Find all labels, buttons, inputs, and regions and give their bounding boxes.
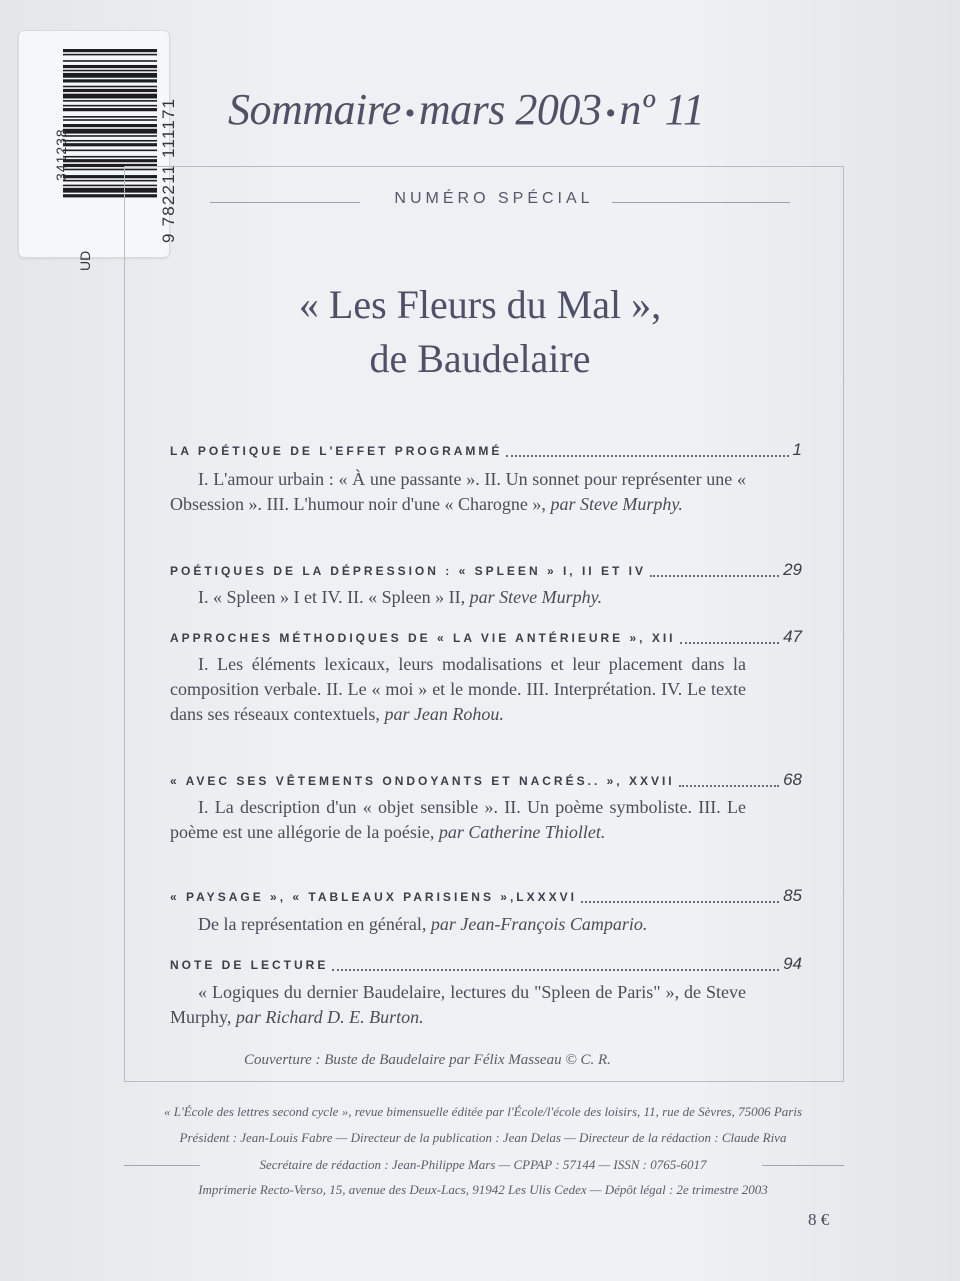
banner-rule-right: [612, 202, 790, 203]
footer-printer-line: Imprimerie Recto-Verso, 15, avenue des Deux-Lacs, 91942 Les Ulis Cedex — Dépôt légal : 2e trimestre 2003: [198, 1182, 768, 1197]
issue-title-line2: de Baudelaire: [369, 336, 591, 381]
toc-author: par Jean-François Campario.: [430, 914, 648, 934]
toc-leader-dots: [332, 959, 779, 971]
toc-author: par Steve Murphy.: [550, 494, 683, 514]
barcode-bar: [63, 54, 157, 56]
toc-entry-page: 94: [783, 954, 802, 973]
toc-entry-title: « AVEC SES VÊTEMENTS ONDOYANTS ET NACRÉS.. », XXVII: [170, 774, 675, 788]
title-issue-number: nº 11: [619, 85, 705, 134]
footer-secretary-line: Secrétaire de rédaction : Jean-Philippe Mars — CPPAP : 57144 — ISSN : 0765-6017: [259, 1157, 707, 1172]
barcode-bar: [63, 150, 157, 152]
title-sommaire: Sommaire: [228, 85, 401, 134]
toc-entry-page: 1: [792, 440, 802, 459]
toc-entry-page: 29: [783, 560, 802, 579]
issue-title: [150, 278, 810, 386]
toc-author: par Richard D. E. Burton.: [235, 1007, 424, 1027]
toc-leader-dots: [506, 445, 788, 457]
barcode-bar: [63, 135, 157, 137]
barcode-bar: [63, 116, 157, 118]
barcode-bar: [63, 100, 157, 102]
barcode-bar: [63, 94, 157, 99]
toc-entry-summary: [170, 585, 746, 610]
toc-leader-dots: [650, 565, 779, 577]
toc-entry-title: « PAYSAGE », « TABLEAUX PARISIENS »,LXXXVI: [170, 890, 577, 904]
barcode-bar: [63, 65, 157, 68]
barcode-code: UD: [77, 250, 93, 271]
barcode-bar: [63, 60, 157, 62]
toc-summary-text: I. « Spleen » I et IV. II. « Spleen » II,: [198, 587, 466, 607]
footer-publisher-line: « L'École des lettres second cycle », revue bimensuelle éditée par l'École/l'école des loisirs, 11, rue de Sèvres, 75006 Paris: [163, 1104, 803, 1119]
toc-summary-text: I. Les éléments lexicaux, leurs modalisations et leur placement dans la composition verbale. II. Le « moi » et le monde. III. Interprétation. IV. Le texte dans ses réseaux contextuels,: [170, 654, 746, 724]
barcode-bar: [63, 129, 157, 134]
barcode-left-number: 341238: [53, 128, 69, 181]
footer-directors-line: Président : Jean-Louis Fabre — Directeur de la publication : Jean Delas — Directeur de la rédaction : Claude Riva: [179, 1130, 787, 1145]
barcode-bar: [63, 119, 157, 121]
toc-summary-text: De la représentation en général,: [198, 914, 427, 934]
toc-entry-title: APPROCHES MÉTHODIQUES DE « LA VIE ANTÉRIEURE », XII: [170, 631, 676, 645]
toc-entry-title: POÉTIQUES DE LA DÉPRESSION : « SPLEEN » I, II ET IV: [170, 564, 646, 578]
barcode-bar: [63, 156, 157, 158]
toc-entry-page: 47: [783, 627, 802, 646]
toc-entry-page: 68: [783, 770, 802, 789]
toc-entry-title: NOTE DE LECTURE: [170, 958, 329, 972]
toc-entry-title: LA POÉTIQUE DE L'EFFET PROGRAMMÉ: [170, 444, 503, 458]
banner-rule-left: [210, 202, 360, 203]
barcode-bar: [63, 143, 157, 146]
toc-entry-summary: [170, 980, 746, 1030]
barcode-bar: [63, 140, 157, 142]
barcode-bar: [63, 70, 157, 72]
toc-entry-page: 85: [783, 886, 802, 905]
title-date: mars 2003: [418, 85, 602, 134]
barcode-bar: [63, 86, 157, 88]
barcode-bar: [63, 105, 157, 107]
title-separator: •: [404, 96, 415, 130]
barcode-bar: [63, 89, 157, 92]
barcode-bar: [63, 49, 157, 52]
toc-entry-summary: [170, 652, 746, 727]
cover-credit: Couverture : Buste de Baudelaire par Félix Masseau © C. R.: [244, 1052, 611, 1068]
issue-title-line1: « Les Fleurs du Mal »,: [298, 282, 662, 327]
barcode-bar: [63, 159, 157, 162]
toc-author: par Steve Murphy.: [469, 587, 603, 607]
barcode-bar: [63, 108, 157, 111]
toc-entry-heading: [170, 627, 802, 649]
special-issue-label: NUMÉRO SPÉCIAL: [394, 190, 594, 207]
toc-entry-heading: [170, 770, 802, 792]
toc-author: par Catherine Thiollet.: [438, 822, 606, 842]
barcode-bar: [63, 79, 157, 82]
toc-entry-heading: [170, 886, 802, 908]
toc-leader-dots: [680, 632, 780, 644]
toc-entry-heading: [170, 954, 802, 976]
toc-leader-dots: [581, 891, 779, 903]
toc-summary-text: I. La description d'un « objet sensible ». II. Un poème symboliste. III. Le poème est une allégorie de la poésie,: [170, 797, 746, 842]
toc-summary-text: I. L'amour urbain : « À une passante ». II. Un sonnet pour représenter une « Obsession ». III. L'humour noir d'une « Charogne »,: [170, 469, 746, 514]
price: 8 €: [808, 1210, 830, 1229]
barcode-ean-number: 9 782211 111171: [159, 97, 178, 243]
toc-leader-dots: [679, 775, 779, 787]
toc-entry-heading: [170, 440, 802, 462]
title-separator: •: [605, 96, 616, 130]
toc-entry-summary: [170, 467, 746, 517]
toc-entry-summary: [170, 795, 746, 845]
barcode-bar: [63, 124, 157, 127]
special-issue-banner: [210, 190, 790, 214]
toc-author: par Jean Rohou.: [384, 704, 504, 724]
page-title: [228, 84, 788, 135]
toc-entry-summary: [170, 912, 746, 937]
barcode-bar: [63, 73, 157, 78]
toc-summary-text: « Logiques du dernier Baudelaire, lectures du "Spleen de Paris" », de Steve Murphy,: [170, 982, 746, 1027]
footer-rule-right: [762, 1165, 844, 1166]
toc-entry-heading: [170, 560, 802, 582]
